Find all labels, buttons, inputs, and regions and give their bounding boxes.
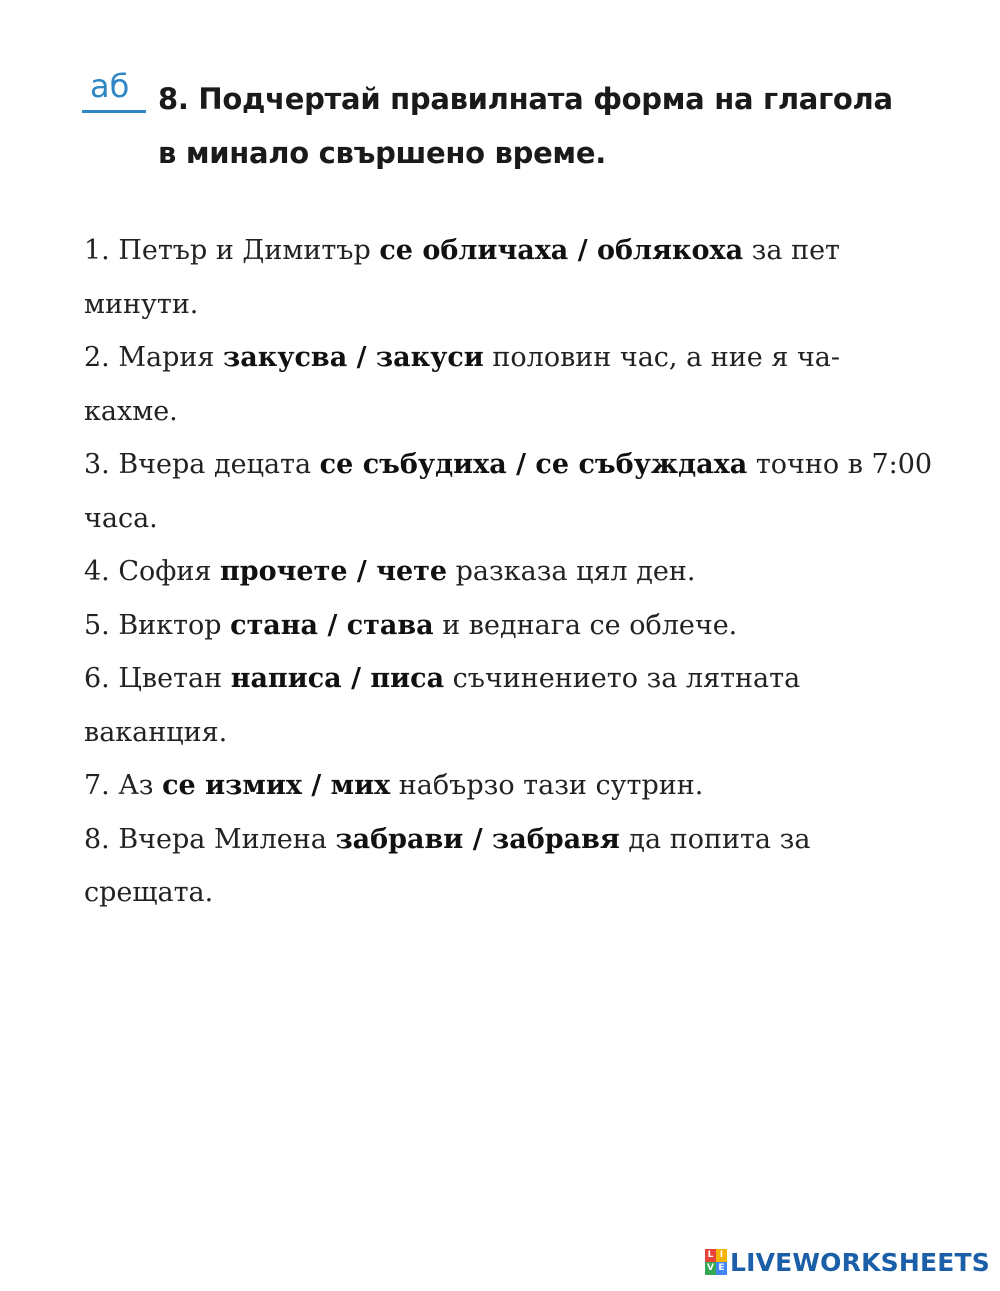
option-1[interactable]: написа	[230, 663, 342, 694]
option-1[interactable]: се измих	[162, 770, 302, 801]
logo-mark-cell: I	[716, 1249, 727, 1262]
exercise-title	[158, 72, 958, 180]
exercise-item-4	[84, 545, 934, 599]
option-1[interactable]: се събудиха	[319, 449, 507, 480]
option-1[interactable]: закусва	[222, 342, 348, 373]
item-text: разказа цял ден.	[447, 556, 696, 587]
exercise-item-2	[84, 331, 934, 438]
option-separator: /	[568, 235, 597, 266]
option-2[interactable]: облякоха	[596, 235, 744, 266]
option-separator: /	[347, 556, 377, 587]
liveworksheets-logo-icon	[705, 1249, 727, 1275]
option-2[interactable]: става	[346, 609, 434, 641]
exercise-item-8	[84, 813, 934, 920]
option-2[interactable]: мих	[330, 770, 391, 801]
item-text: 1. Петър и Димитър	[84, 235, 380, 266]
item-text: 5. Виктор	[84, 609, 231, 641]
ab-icon	[82, 68, 148, 122]
logo-mark-cell: V	[705, 1262, 716, 1275]
option-1[interactable]: забрави	[335, 823, 464, 855]
item-text: да попита за срещата.	[84, 823, 811, 908]
exercise-item-6	[84, 652, 934, 759]
ab-icon-underline	[82, 110, 146, 113]
exercise-item-1	[84, 224, 934, 331]
item-text: точно в 7:00 часа.	[84, 449, 933, 534]
item-text: и веднага се облече.	[433, 609, 738, 641]
exercise-items	[84, 224, 934, 920]
option-separator: /	[463, 823, 493, 855]
exercise-item-3	[84, 438, 934, 545]
logo-mark-cell: L	[705, 1249, 716, 1262]
option-separator: /	[318, 609, 347, 641]
item-text: набързо тази сутрин.	[390, 770, 704, 801]
option-separator: /	[506, 449, 536, 480]
item-text: 3. Вчера децата	[84, 449, 320, 480]
exercise-item-7	[84, 759, 934, 813]
option-separator: /	[341, 663, 371, 694]
item-text: 2. Мария	[84, 342, 223, 373]
logo-mark-cell: E	[716, 1262, 727, 1275]
liveworksheets-logo-text: LIVEWORKSHEETS	[729, 1247, 990, 1277]
option-2[interactable]: се събуждаха	[535, 449, 748, 480]
item-text: 4. София	[84, 556, 221, 587]
ab-icon-text: аб	[90, 67, 130, 105]
item-text: половин час, а ние я ча- кахме.	[84, 342, 841, 427]
option-separator: /	[347, 342, 376, 373]
item-text: съчинението за лятната ваканция.	[84, 663, 801, 748]
exercise-title-line-1: 8. Подчертай правилната форма на глагола	[158, 82, 893, 116]
item-text: 6. Цветан	[84, 663, 231, 694]
item-text: за пет минути.	[84, 235, 840, 320]
option-2[interactable]: чете	[376, 556, 448, 587]
item-text: 8. Вчера Милена	[84, 823, 336, 855]
option-2[interactable]: закуси	[375, 342, 484, 373]
liveworksheets-logo	[705, 1247, 990, 1277]
option-2[interactable]: писа	[370, 663, 445, 694]
exercise-item-5	[84, 599, 934, 653]
option-1[interactable]: прочете	[220, 556, 348, 587]
option-1[interactable]: стана	[230, 609, 319, 641]
item-text: 7. Аз	[84, 770, 163, 801]
option-2[interactable]: забравя	[492, 823, 620, 855]
exercise-title-line-2: в минало свършено време.	[158, 136, 606, 170]
option-separator: /	[301, 770, 331, 801]
option-1[interactable]: се обличаха	[379, 235, 569, 266]
